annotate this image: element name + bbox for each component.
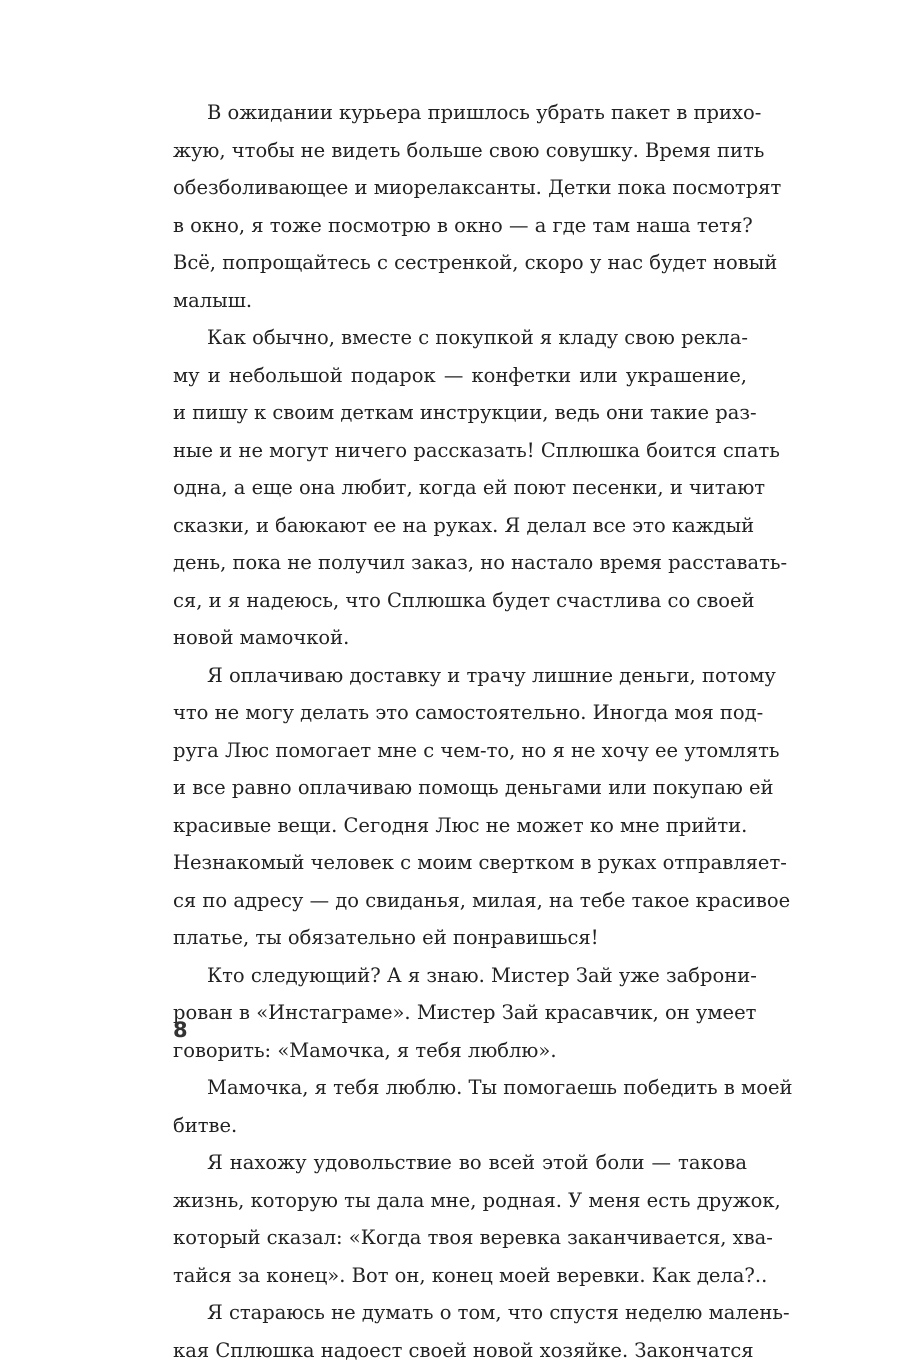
text-line: Как обычно, вместе с покупкой я кладу свою рекла- [173, 319, 747, 357]
text-line: битве. [173, 1107, 747, 1145]
text-line: красивые вещи. Сегодня Люс не может ко мне прийти. [173, 807, 747, 845]
text-line: ся, и я надеюсь, что Сплюшка будет счастлива со своей [173, 582, 747, 620]
paragraph-7 [173, 1294, 747, 1369]
text-line: Я оплачиваю доставку и трачу лишние деньги, потому [173, 657, 747, 695]
paragraph-3 [173, 657, 747, 957]
text-line: тайся за конец». Вот он, конец моей веревки. Как дела?.. [173, 1257, 747, 1295]
text-line: ся по адресу — до свиданья, милая, на тебе такое красивое [173, 882, 747, 920]
text-line: жизнь, которую ты дала мне, родная. У меня есть дружок, [173, 1182, 747, 1220]
text-line: Всё, попрощайтесь с сестренкой, скоро у нас будет новый [173, 244, 747, 282]
text-line: Кто следующий? А я знаю. Мистер Зай уже заброни- [173, 957, 747, 995]
text-line: и пишу к своим деткам инструкции, ведь они такие раз- [173, 394, 747, 432]
text-line: что не могу делать это самостоятельно. Иногда моя под- [173, 694, 747, 732]
text-line: кая Сплюшка надоест своей новой хозяйке. Закончатся [173, 1332, 747, 1369]
body-text [173, 94, 747, 1369]
text-line: день, пока не получил заказ, но настало время расставать- [173, 544, 747, 582]
text-line: жую, чтобы не видеть больше свою совушку. Время пить [173, 132, 747, 170]
text-line: Незнакомый человек с моим свертком в руках отправляет- [173, 844, 747, 882]
text-line: в окно, я тоже посмотрю в окно — а где там наша тетя? [173, 207, 747, 245]
text-line: который сказал: «Когда твоя веревка заканчивается, хва- [173, 1219, 747, 1257]
paragraph-2 [173, 319, 747, 657]
text-line: одна, а еще она любит, когда ей поют песенки, и читают [173, 469, 747, 507]
text-line: платье, ты обязательно ей понравишься! [173, 919, 747, 957]
text-line: ные и не могут ничего рассказать! Сплюшка боится спать [173, 432, 747, 470]
text-line: рован в «Инстаграме». Мистер Зай красавчик, он умеет [173, 994, 747, 1032]
text-line: и все равно оплачиваю помощь деньгами или покупаю ей [173, 769, 747, 807]
text-line: говорить: «Мамочка, я тебя люблю». [173, 1032, 747, 1070]
page-number: 8 [173, 1018, 188, 1042]
text-line: руга Люс помогает мне с чем-то, но я не хочу ее утомлять [173, 732, 747, 770]
text-line: му и небольшой подарок — конфетки или украшение, [173, 357, 747, 395]
paragraph-5 [173, 1069, 747, 1144]
text-line: сказки, и баюкают ее на руках. Я делал все это каждый [173, 507, 747, 545]
text-line: малыш. [173, 282, 747, 320]
text-line: новой мамочкой. [173, 619, 747, 657]
text-line: В ожидании курьера пришлось убрать пакет в прихо- [173, 94, 747, 132]
text-line: Я стараюсь не думать о том, что спустя неделю малень- [173, 1294, 747, 1332]
text-line: Мамочка, я тебя люблю. Ты помогаешь победить в моей [173, 1069, 747, 1107]
text-line: обезболивающее и миорелаксанты. Детки пока посмотрят [173, 169, 747, 207]
paragraph-1 [173, 94, 747, 319]
paragraph-6 [173, 1144, 747, 1294]
paragraph-4 [173, 957, 747, 1070]
text-line: Я нахожу удовольствие во всей этой боли — такова [173, 1144, 747, 1182]
